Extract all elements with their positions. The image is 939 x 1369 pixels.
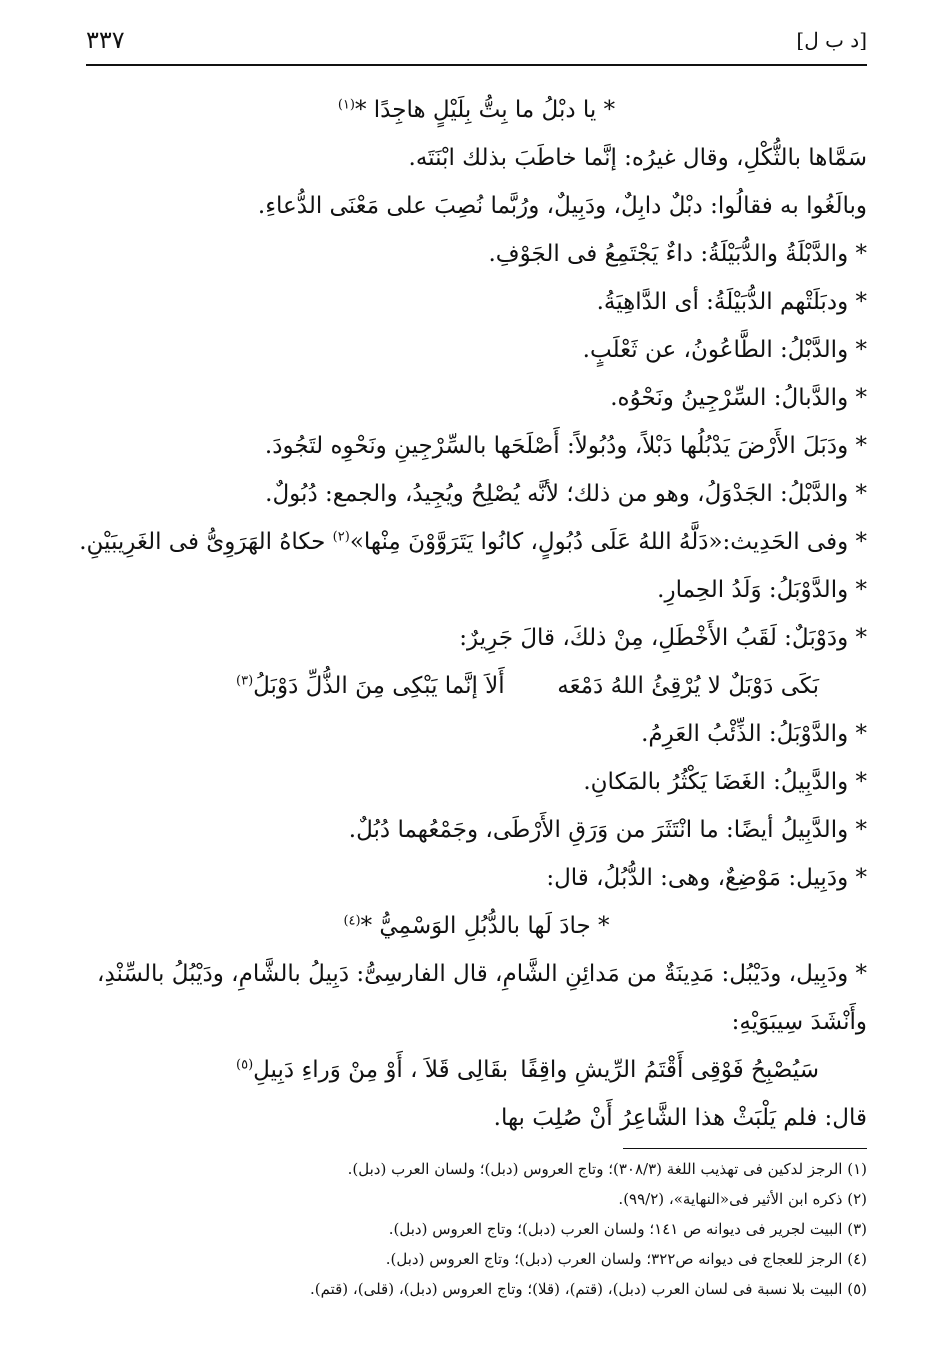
footnote: (٤) الرجز للعجاج فى ديوانه ص٣٢٢؛ ولسان العرب (دبل)؛ وتاج العروس (دبل). <box>385 1250 867 1268</box>
entry-line: * والدَّوْبَلُ: وَلَدُ الحِمارِ. <box>657 577 867 603</box>
poetry-verse <box>86 1046 867 1094</box>
page-header <box>86 26 867 62</box>
footnote-mark: (١) <box>337 97 355 113</box>
entry-line: * ودَبِيل: مَوْضِعٌ، وهى: الدُّبُلُ، قال: <box>546 865 867 891</box>
entry-line: * ودَوْبَلٌ: لَقَبُ الأَخْطَلِ، مِنْ ذلكَ، قالَ جَرِيرٌ: <box>459 625 867 651</box>
entry-line: * ودبَلَتْهم الدُّبَيْلَةُ: أى الدَّاهِيَةُ. <box>596 289 867 315</box>
entry-line: * والدَّبِيلُ أيضًا: ما انْتَثَرَ من وَرَقِ الأَرْطَى، وجَمْعُهما دُبُلٌ. <box>348 817 867 843</box>
verse-second-hemistich: أَلاَ إنَّما يَبْكِى مِنَ الذُّلِّ دَوْبَلُ$^{(٣)}$ <box>236 673 505 699</box>
footnote-rule <box>623 1148 867 1149</box>
entry-line: * وفى الحَدِيث:«دَلَّهُ اللهُ عَلَى دُبُولٍ، كانُوا يَتَرَوَّوْنَ مِنْها»$^{(٢)}$ حكاهُ الهَرَوِىُّ فى الغَرِيبَيْنِ. <box>79 529 867 555</box>
text-line: سَمَّاها بالثُّكْلِ، وقال غيرُه: إنَّما خاطَبَ بذلك ابْنَتَه. <box>408 145 867 171</box>
footnote-mark: (٣) <box>236 673 254 689</box>
verse-line: * جادَ لَها بالدُّبُلِ الوَسْمِيُّ *$^{(٤)}$ <box>343 913 610 939</box>
footnote-mark: (٢) <box>332 529 350 545</box>
entry-line: * والدَّبْلَةُ والدُّبَيْلَةُ: داءٌ يَجْتَمِعُ فى الجَوْفِ. <box>488 241 867 267</box>
footnote-mark: (٤) <box>343 913 361 929</box>
footnote: (٢) ذكره ابن الأثير فى«النهاية»، (٩٩/٢). <box>618 1190 867 1208</box>
page-number: ٣٣٧ <box>86 26 125 54</box>
text-line: وأَنْشَدَ سِيبَوَيْهِ: <box>731 1009 867 1035</box>
footnote: (٥) البيت بلا نسبة فى لسان العرب (دبل)، (قتم)، (قلا)؛ وتاج العروس (دبل)، (قلى)، (قتم). <box>309 1280 867 1298</box>
entry-line: * والدَّبْلُ: الجَدْوَلُ، وهو من ذلك؛ لأنَّه يُصْلِحُ ويُجِيدُ، والجمع: دُبُولٌ. <box>265 481 867 507</box>
footnote: (١) الرجز لدكين فى تهذيب اللغة (٣٠٨/٣)؛ وتاج العروس (دبل)؛ ولسان العرب (دبل). <box>347 1160 867 1178</box>
footnote: (٣) البيت لجرير فى ديوانه ص ١٤١؛ ولسان العرب (دبل)؛ وتاج العروس (دبل). <box>388 1220 867 1238</box>
footnotes <box>86 1154 867 1304</box>
verse-line: * يا دبْلُ ما بِتُّ بِلَيْلٍ هاجِدًا *$^{(١)}$ <box>337 97 616 123</box>
entry-line: * والدَّوْبَلُ: الذِّئْبُ العَرِمُ. <box>641 721 867 747</box>
running-head: [د ب ل] <box>796 28 867 52</box>
verse-second-hemistich: بقَالِى قَلاَ ، أَوْ مِنْ وَراءِ دَبِيلِ$^{(٥)}$ <box>236 1057 509 1083</box>
text-line: قال: فلم يَلْبَثْ هذا الشَّاعِرُ أَنْ صُلِبَ بها. <box>493 1105 867 1131</box>
verse-first-hemistich: بَكَى دَوْبَلٌ لا يُرْقِئُ اللهُ دَمْعَه <box>557 673 819 699</box>
verse-first-hemistich: سَيُصْبِحُ فَوْقِى أَقْتَمُ الرِّيشِ واقِفًا <box>520 1057 819 1083</box>
entry-line: * ودَبِيل، ودَيْبُل: مَدِينَةٌ من مَدائِنِ الشَّامِ، قال الفارسِىُّ: دَبِيلُ بالشَّامِ، ودَيْبُلُ بالسِّنْدِ، <box>97 961 867 987</box>
entry-line: * والدَّبالُ: السِّرْجِينُ ونَحْوُه. <box>610 385 867 411</box>
entry-line: * والدَّبْلُ: الطَّاعُونُ، عن ثَعْلَبٍ. <box>582 337 867 363</box>
entry-line: * والدَّبِيلُ: الغَضَا يَكْثُرُ بالمَكانِ. <box>583 769 867 795</box>
text-line: وبالَغُوا به فقالُوا: دبْلٌ دابِلٌ، ودَبِيلٌ، ورُبَّما نُصِبَ على مَعْنَى الدُّعاءِ. <box>257 193 867 219</box>
footnote-mark: (٥) <box>236 1057 254 1073</box>
poetry-verse <box>86 662 867 710</box>
header-rule <box>86 64 867 66</box>
main-text <box>79 86 867 1142</box>
entry-line: * ودَبَلَ الأَرْضَ يَدْبُلُها دَبْلاً، ودُبُولاً: أَصْلَحَها بالسِّرْجِينِ ونَحْوِه لتَجُودَ. <box>264 433 867 459</box>
